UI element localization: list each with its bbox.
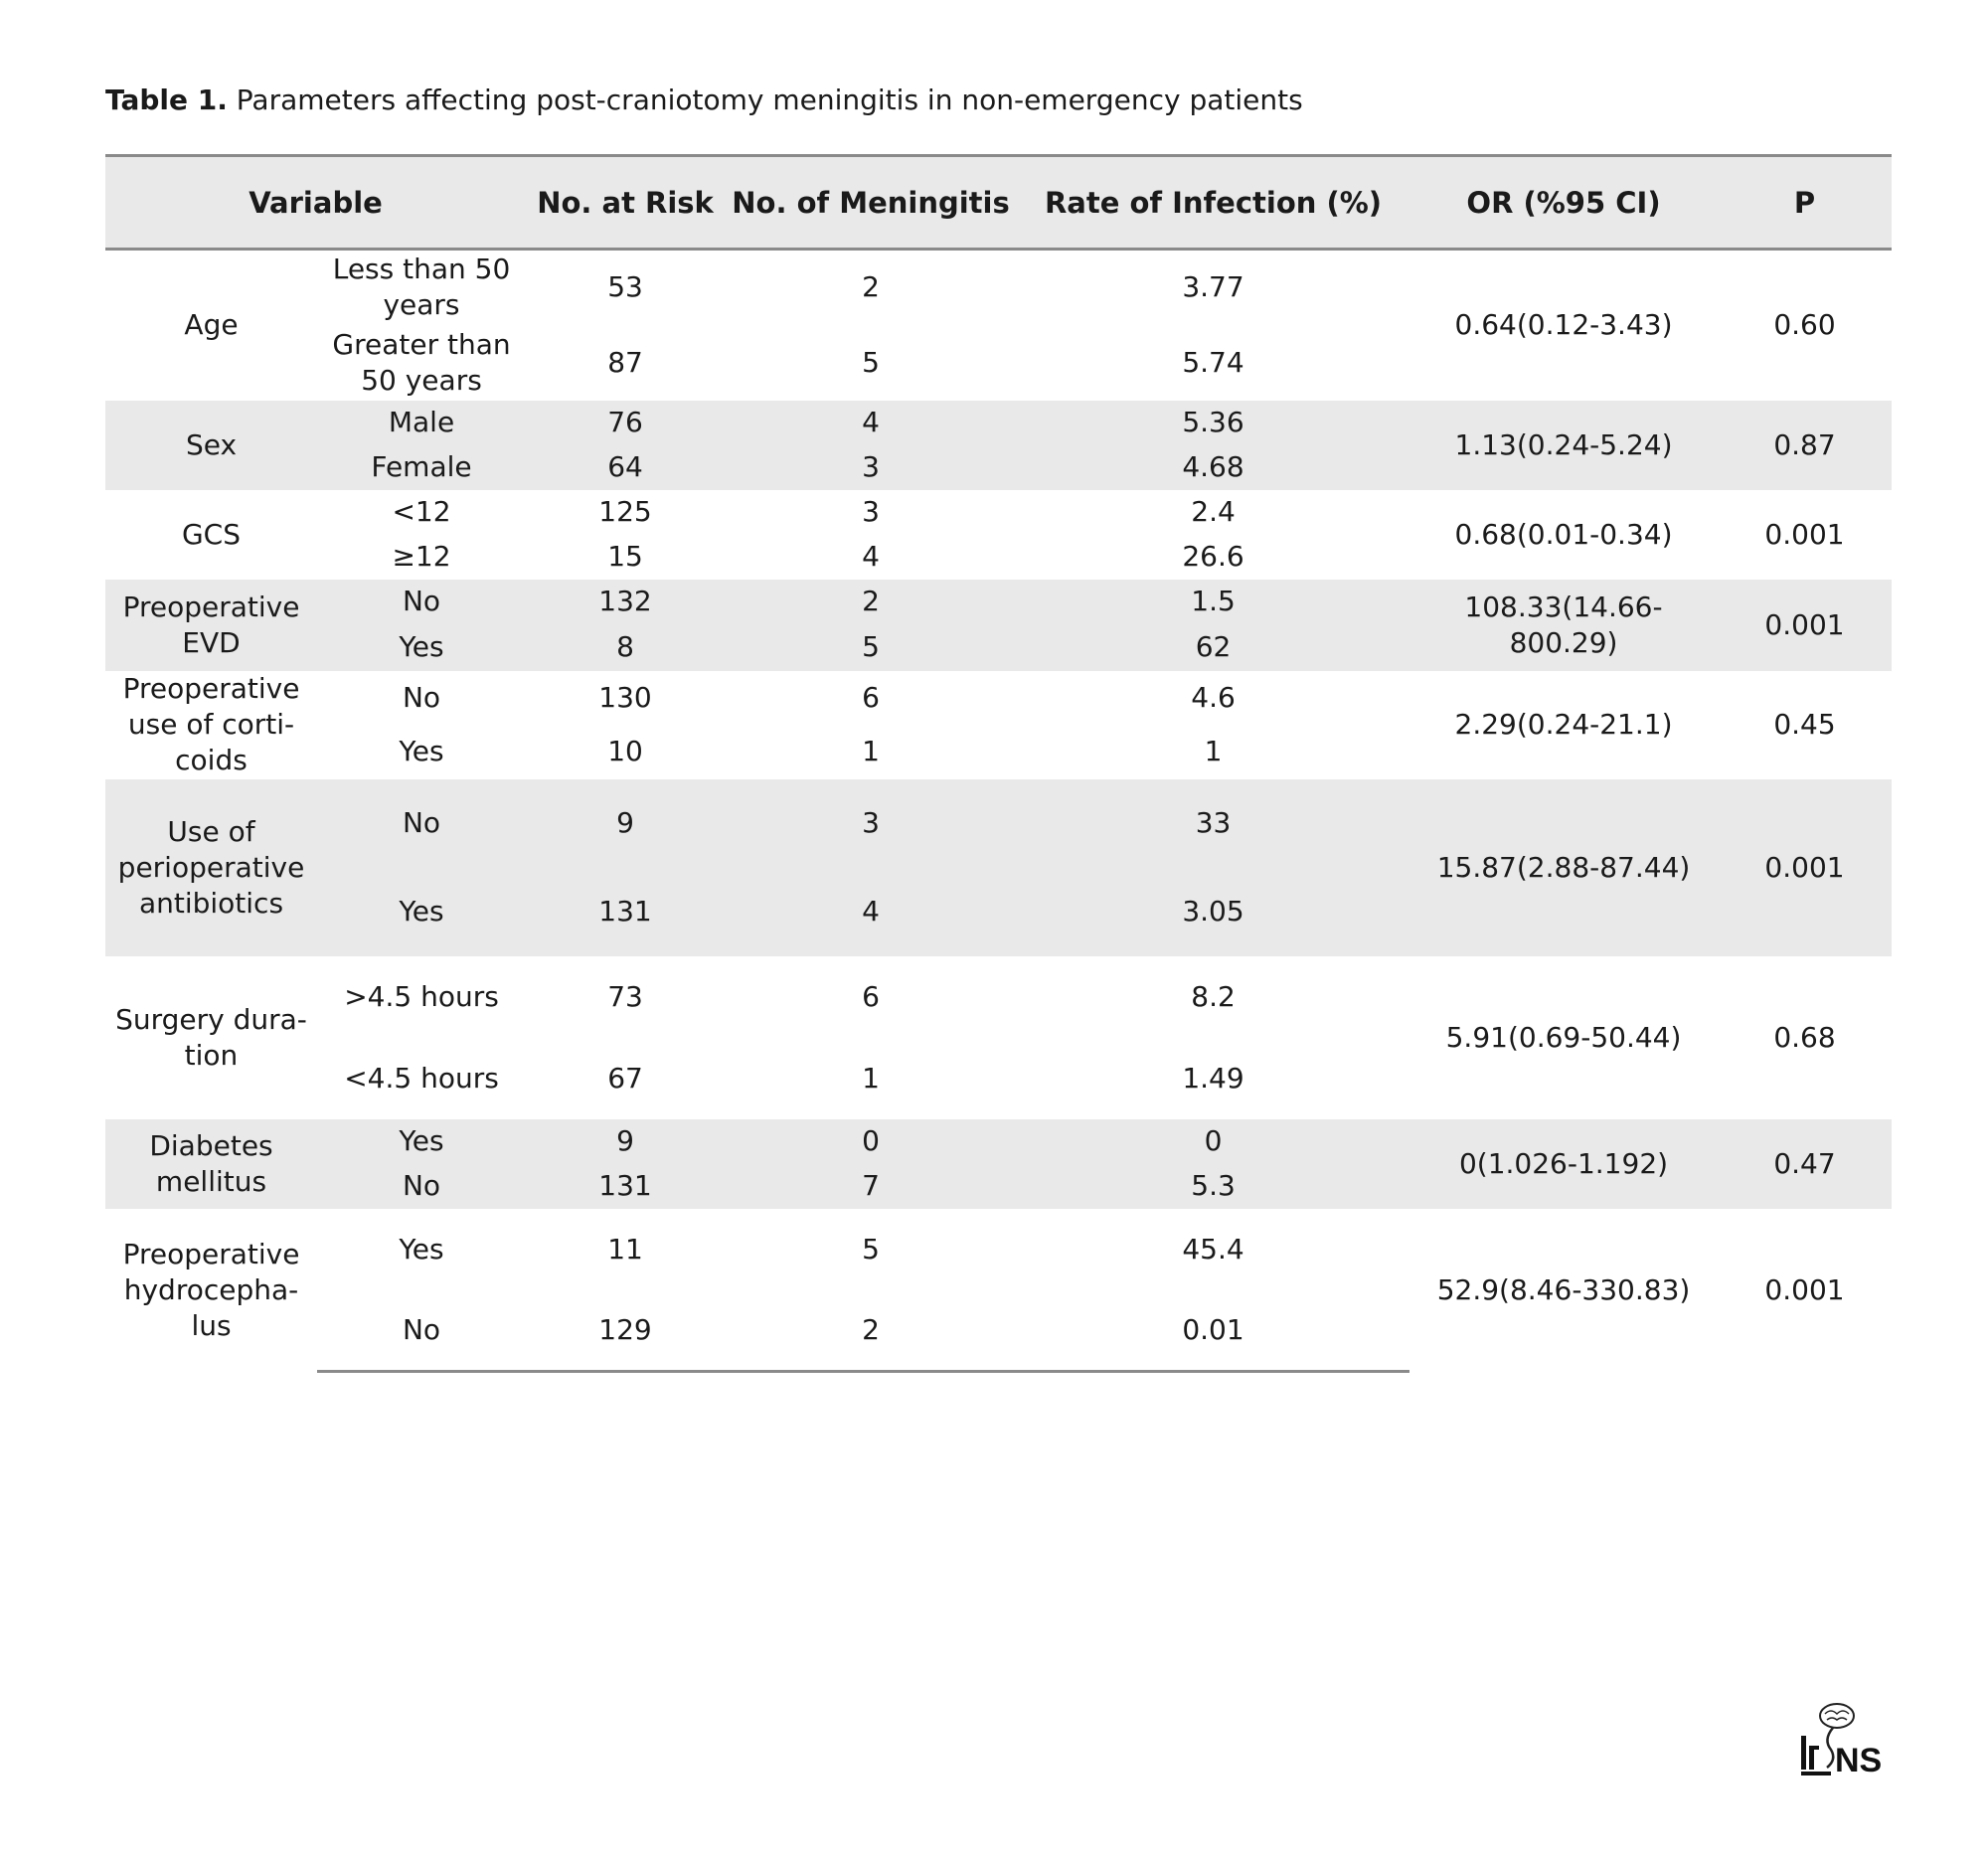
table-body	[105, 250, 1892, 1372]
level-cell: No	[402, 680, 441, 714]
table-row	[105, 401, 1892, 445]
p-value-cell: 0.45	[1773, 708, 1836, 741]
at-risk-cell: 76	[526, 401, 725, 445]
table-row	[105, 956, 1892, 1038]
rate-cell: 5.36	[1017, 401, 1409, 445]
rate-cell: 62	[1017, 624, 1409, 671]
results-table	[105, 154, 1892, 1373]
p-value-cell: 0.001	[1764, 1272, 1845, 1306]
variable-name-cell: Use of perioperative antibiotics	[105, 779, 317, 956]
rate-cell: 4.6	[1191, 680, 1236, 714]
rate-cell: 8.2	[1191, 979, 1236, 1013]
p-value-cell: 0.87	[1718, 401, 1892, 490]
rate-cell: 33	[1017, 779, 1409, 868]
at-risk-cell: 9	[526, 779, 725, 868]
rate-cell: 5.3	[1017, 1164, 1409, 1209]
at-risk-cell: 67	[607, 1061, 643, 1095]
at-risk-cell: 10	[607, 735, 643, 767]
rate-cell: 26.6	[1182, 540, 1244, 573]
rate-cell: 3.05	[1017, 868, 1409, 956]
meningitis-cell: 3	[725, 779, 1017, 868]
p-value-cell: 0.47	[1718, 1119, 1892, 1209]
variable-name-cell: Preoperative hydrocepha-lus	[122, 1237, 300, 1342]
header-or: OR (%95 CI)	[1409, 156, 1718, 250]
level-cell: Male	[317, 401, 526, 445]
level-cell: >4.5 hours	[344, 979, 499, 1013]
table-row	[105, 490, 1892, 535]
p-value-cell: 0.60	[1773, 308, 1836, 342]
at-risk-cell: 11	[607, 1232, 643, 1266]
meningitis-cell: 1	[862, 1061, 880, 1095]
rate-cell: 1.5	[1017, 580, 1409, 624]
at-risk-cell: 15	[607, 540, 643, 573]
rate-cell: 2.4	[1191, 495, 1236, 528]
at-risk-cell: 53	[607, 270, 643, 304]
p-value-cell: 0.68	[1773, 1020, 1836, 1054]
meningitis-cell: 5	[725, 624, 1017, 671]
variable-name-cell: Surgery dura-tion	[115, 1002, 307, 1072]
rate-cell: 45.4	[1182, 1232, 1244, 1266]
level-cell: No	[317, 580, 526, 624]
meningitis-cell: 2	[725, 1290, 1017, 1372]
at-risk-cell: 87	[607, 345, 643, 379]
at-risk-cell: 9	[526, 1119, 725, 1164]
level-cell: ≥12	[392, 540, 451, 573]
at-risk-cell: 8	[526, 624, 725, 671]
odds-ratio-cell: 15.87(2.88-87.44)	[1409, 779, 1718, 956]
meningitis-cell: 1	[862, 735, 880, 767]
p-value-cell: 0.001	[1718, 779, 1892, 956]
meningitis-cell: 5	[862, 345, 880, 379]
p-value-cell: 0.001	[1718, 580, 1892, 671]
level-cell: No	[317, 779, 526, 868]
meningitis-cell: 6	[862, 979, 880, 1013]
rate-cell: 0.01	[1017, 1290, 1409, 1372]
table-row	[105, 1209, 1892, 1290]
rate-cell: 1.49	[1182, 1061, 1244, 1095]
header-p: P	[1718, 156, 1892, 250]
level-cell: Greater than 50 years	[332, 327, 511, 397]
at-risk-cell: 130	[598, 680, 652, 714]
brain-spine-icon	[1799, 1702, 1899, 1781]
rate-cell: 4.68	[1017, 445, 1409, 490]
level-cell: No	[317, 1290, 526, 1372]
meningitis-cell: 7	[725, 1164, 1017, 1209]
meningitis-cell: 6	[862, 680, 880, 714]
level-cell: Less than 50 years	[332, 253, 511, 322]
meningitis-cell: 4	[725, 401, 1017, 445]
table-row	[105, 250, 1892, 325]
header-meningitis: No. of Meningitis	[725, 156, 1017, 250]
meningitis-cell: 4	[862, 540, 880, 573]
at-risk-cell: 129	[526, 1290, 725, 1372]
rate-cell: 0	[1017, 1119, 1409, 1164]
level-cell: Female	[317, 445, 526, 490]
at-risk-cell: 64	[526, 445, 725, 490]
variable-name-cell: Preoperative EVD	[105, 580, 317, 671]
level-cell: Yes	[399, 735, 444, 767]
level-cell: No	[317, 1164, 526, 1209]
meningitis-cell: 5	[862, 1232, 880, 1266]
odds-ratio-cell: 1.13(0.24-5.24)	[1409, 401, 1718, 490]
level-cell: <12	[392, 495, 451, 528]
results-table-container	[105, 154, 1892, 1373]
p-value-cell: 0.001	[1764, 517, 1845, 551]
table-row	[105, 580, 1892, 624]
variable-name-cell: Age	[184, 308, 239, 342]
at-risk-cell: 73	[607, 979, 643, 1013]
header-at-risk: No. at Risk	[526, 156, 725, 250]
svg-text:NS: NS	[1835, 1742, 1883, 1779]
meningitis-cell: 3	[862, 495, 880, 528]
variable-name-cell: Sex	[105, 401, 317, 490]
table-row	[105, 671, 1892, 725]
rate-cell: 3.77	[1182, 270, 1244, 304]
meningitis-cell: 2	[862, 270, 880, 304]
at-risk-cell: 132	[526, 580, 725, 624]
odds-ratio-cell: 2.29(0.24-21.1)	[1454, 708, 1673, 741]
meningitis-cell: 4	[725, 868, 1017, 956]
level-cell: <4.5 hours	[344, 1061, 499, 1095]
rate-cell: 1	[1204, 735, 1223, 767]
caption-label: Table 1.	[105, 84, 228, 116]
table-caption	[105, 84, 1303, 117]
rate-cell: 5.74	[1182, 345, 1244, 379]
variable-name-cell: Preoperative use of corti-coids	[122, 672, 300, 776]
meningitis-cell: 0	[725, 1119, 1017, 1164]
odds-ratio-cell: 5.91(0.69-50.44)	[1445, 1020, 1682, 1054]
meningitis-cell: 3	[725, 445, 1017, 490]
odds-ratio-cell: 0(1.026-1.192)	[1409, 1119, 1718, 1209]
at-risk-cell: 125	[598, 495, 652, 528]
meningitis-cell: 2	[725, 580, 1017, 624]
at-risk-cell: 131	[526, 868, 725, 956]
odds-ratio-cell: 52.9(8.46-330.83)	[1436, 1272, 1691, 1306]
odds-ratio-cell: 108.33(14.66-800.29)	[1409, 580, 1718, 671]
journal-logo	[1799, 1702, 1899, 1781]
header-variable: Variable	[105, 156, 526, 250]
caption-text: Parameters affecting post-craniotomy meningitis in non-emergency patients	[236, 84, 1303, 116]
table-row	[105, 779, 1892, 868]
variable-name-cell: GCS	[181, 517, 242, 551]
at-risk-cell: 131	[526, 1164, 725, 1209]
odds-ratio-cell: 0.68(0.01-0.34)	[1454, 517, 1673, 551]
level-cell: Yes	[317, 868, 526, 956]
header-rate: Rate of Infection (%)	[1017, 156, 1409, 250]
odds-ratio-cell: 0.64(0.12-3.43)	[1454, 308, 1673, 342]
level-cell: Yes	[317, 1119, 526, 1164]
header-row	[105, 156, 1892, 250]
variable-name-cell: Diabetes mellitus	[105, 1119, 317, 1209]
table-row	[105, 1119, 1892, 1164]
level-cell: Yes	[399, 1232, 444, 1266]
level-cell: Yes	[317, 624, 526, 671]
